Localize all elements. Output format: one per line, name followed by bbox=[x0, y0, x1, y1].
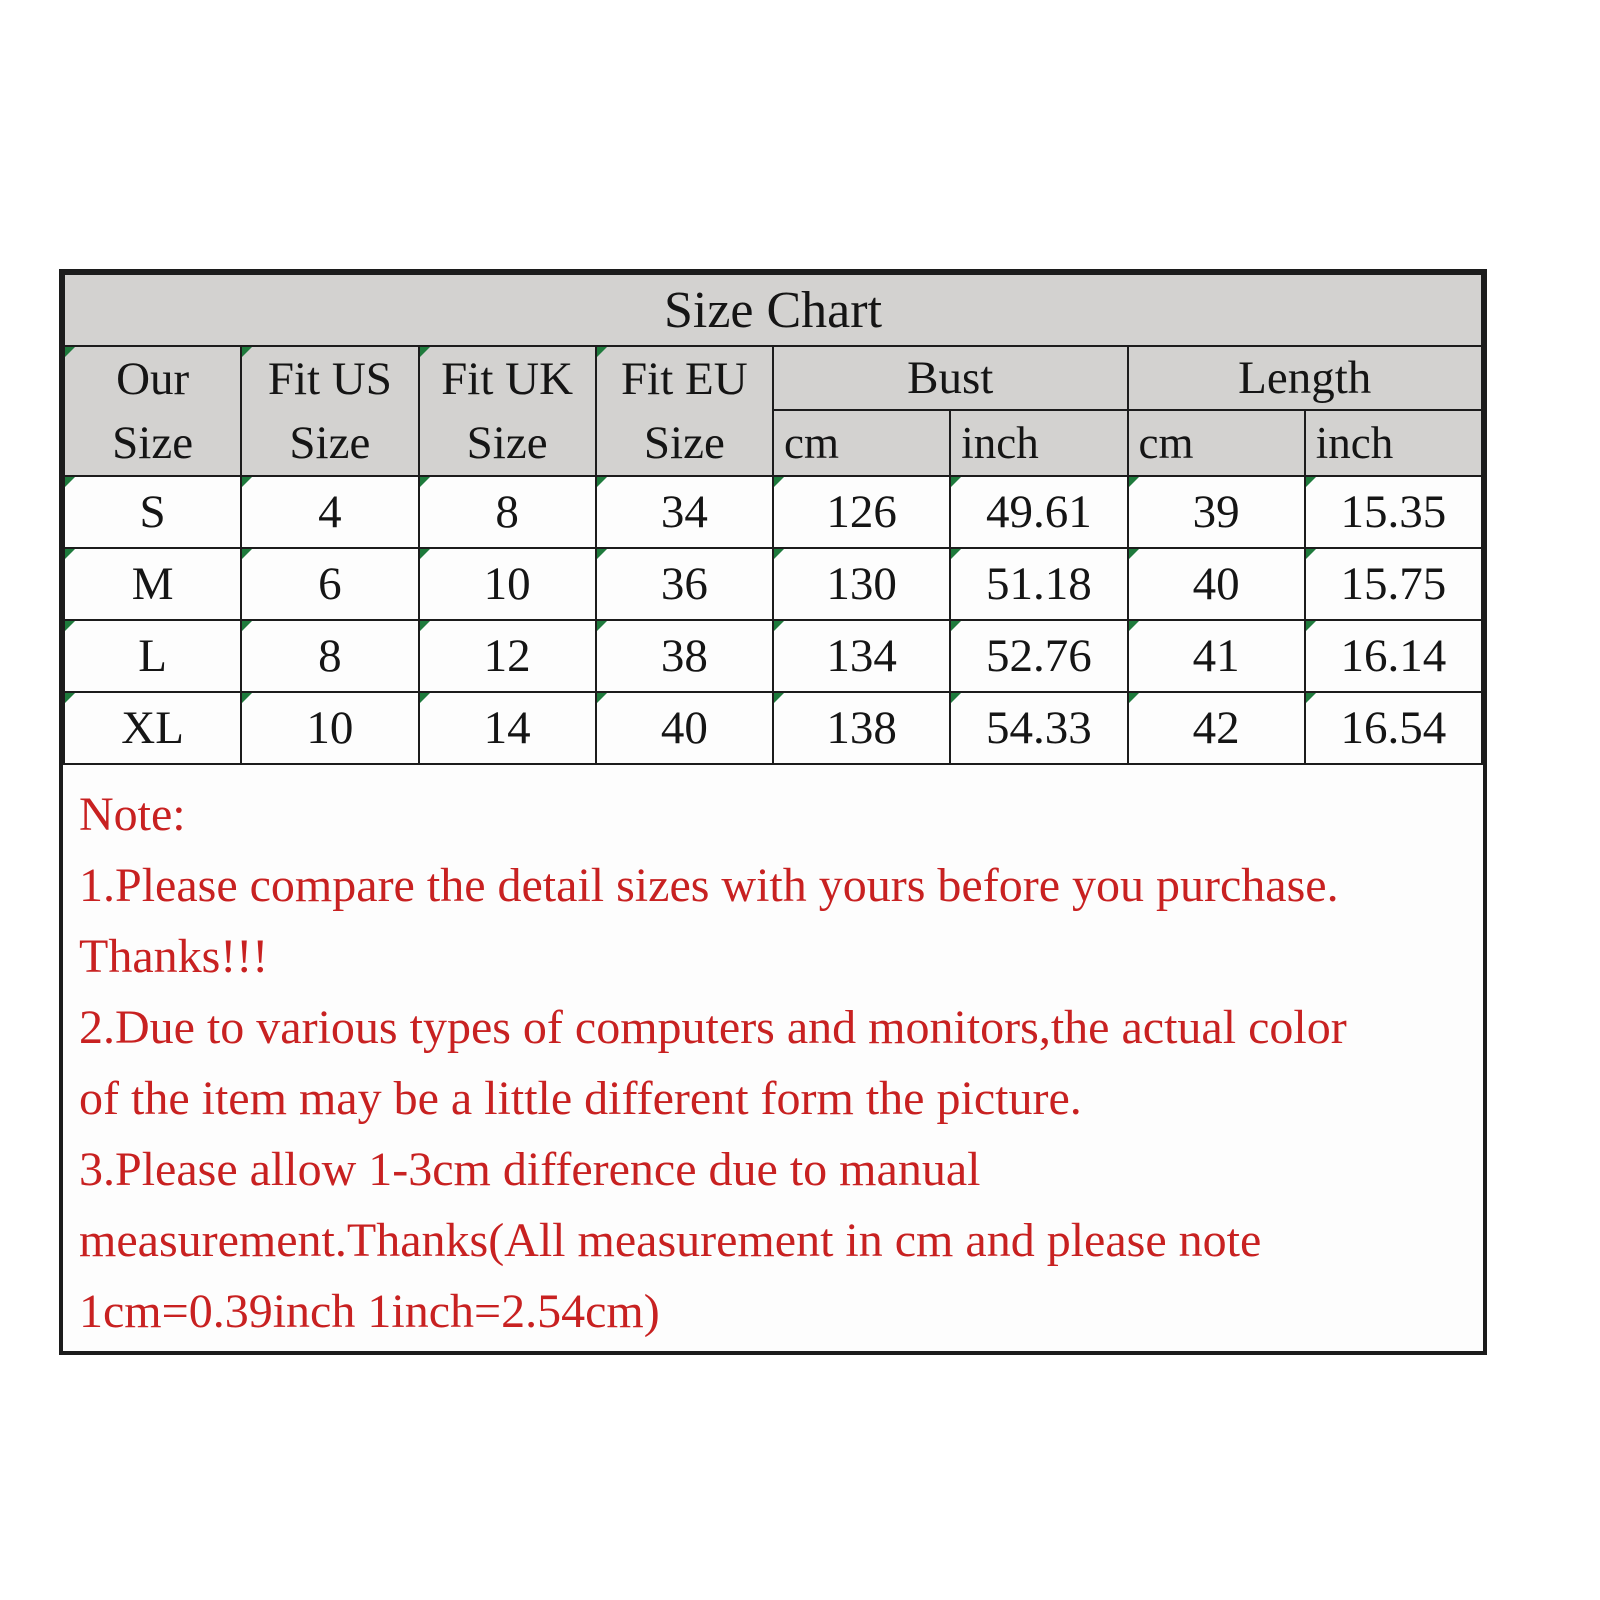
excel-corner-marker-icon bbox=[597, 347, 607, 357]
excel-corner-marker-icon bbox=[420, 477, 430, 487]
excel-corner-marker-icon bbox=[951, 549, 961, 559]
cell-bust-inch: 51.18 bbox=[950, 548, 1127, 620]
excel-corner-marker-icon bbox=[774, 477, 784, 487]
cell-bust-inch: 54.33 bbox=[950, 692, 1127, 764]
excel-corner-marker-icon bbox=[1306, 549, 1316, 559]
excel-corner-marker-icon bbox=[1306, 621, 1316, 631]
cell-size: XL bbox=[64, 692, 241, 764]
cell-eu-size: 38 bbox=[596, 620, 773, 692]
excel-corner-marker-icon bbox=[597, 621, 607, 631]
excel-corner-marker-icon bbox=[1129, 549, 1139, 559]
table-row-m bbox=[64, 548, 1482, 620]
cell-eu-size: 36 bbox=[596, 548, 773, 620]
excel-corner-marker-icon bbox=[1129, 477, 1139, 487]
cell-uk-size: 8 bbox=[419, 476, 596, 548]
excel-corner-marker-icon bbox=[242, 621, 252, 631]
note-line: of the item may be a little different form the picture. bbox=[79, 1072, 1082, 1125]
cell-bust-cm: 134 bbox=[773, 620, 950, 692]
note-line: 3.Please allow 1-3cm difference due to manual bbox=[79, 1143, 981, 1196]
cell-length-cm: 40 bbox=[1128, 548, 1305, 620]
table-row-xl bbox=[64, 692, 1482, 764]
excel-corner-marker-icon bbox=[774, 693, 784, 703]
cell-bust-cm: 126 bbox=[773, 476, 950, 548]
note-line: 2.Due to various types of computers and monitors,the actual color bbox=[79, 1001, 1347, 1054]
column-header-fit-uk-size: Fit UK Size bbox=[419, 346, 596, 476]
cell-size: M bbox=[64, 548, 241, 620]
excel-corner-marker-icon bbox=[951, 477, 961, 487]
excel-corner-marker-icon bbox=[1306, 693, 1316, 703]
note-heading: Note: bbox=[79, 788, 186, 841]
note-line: 1cm=0.39inch 1inch=2.54cm) bbox=[79, 1285, 660, 1338]
note-section bbox=[63, 765, 1483, 1351]
size-chart-panel bbox=[59, 269, 1487, 1355]
cell-eu-size: 34 bbox=[596, 476, 773, 548]
excel-corner-marker-icon bbox=[597, 477, 607, 487]
note-line: Thanks!!! bbox=[79, 930, 269, 983]
cell-bust-cm: 130 bbox=[773, 548, 950, 620]
column-header-our-size: Our Size bbox=[64, 346, 241, 476]
excel-corner-marker-icon bbox=[420, 621, 430, 631]
group-header-bust: Bust bbox=[773, 346, 1128, 410]
size-chart-table bbox=[63, 273, 1483, 765]
sub-header-bust-cm: cm bbox=[773, 410, 950, 476]
excel-corner-marker-icon bbox=[242, 693, 252, 703]
excel-corner-marker-icon bbox=[420, 693, 430, 703]
cell-length-inch: 15.75 bbox=[1305, 548, 1482, 620]
excel-corner-marker-icon bbox=[774, 621, 784, 631]
cell-uk-size: 12 bbox=[419, 620, 596, 692]
excel-corner-marker-icon bbox=[242, 549, 252, 559]
excel-corner-marker-icon bbox=[65, 621, 75, 631]
cell-uk-size: 14 bbox=[419, 692, 596, 764]
cell-length-cm: 39 bbox=[1128, 476, 1305, 548]
sub-header-length-cm: cm bbox=[1128, 410, 1305, 476]
excel-corner-marker-icon bbox=[420, 347, 430, 357]
cell-length-inch: 16.14 bbox=[1305, 620, 1482, 692]
title-row bbox=[64, 274, 1482, 346]
group-header-length: Length bbox=[1128, 346, 1483, 410]
excel-corner-marker-icon bbox=[242, 477, 252, 487]
excel-corner-marker-icon bbox=[1129, 693, 1139, 703]
column-header-fit-eu-size: Fit EU Size bbox=[596, 346, 773, 476]
excel-corner-marker-icon bbox=[597, 693, 607, 703]
cell-length-cm: 41 bbox=[1128, 620, 1305, 692]
cell-bust-inch: 52.76 bbox=[950, 620, 1127, 692]
sub-header-length-inch: inch bbox=[1305, 410, 1482, 476]
excel-corner-marker-icon bbox=[1129, 621, 1139, 631]
excel-corner-marker-icon bbox=[65, 477, 75, 487]
cell-eu-size: 40 bbox=[596, 692, 773, 764]
note-line: measurement.Thanks(All measurement in cm and please note bbox=[79, 1214, 1262, 1267]
cell-size: L bbox=[64, 620, 241, 692]
cell-length-inch: 15.35 bbox=[1305, 476, 1482, 548]
cell-length-cm: 42 bbox=[1128, 692, 1305, 764]
cell-length-inch: 16.54 bbox=[1305, 692, 1482, 764]
excel-corner-marker-icon bbox=[65, 693, 75, 703]
excel-corner-marker-icon bbox=[65, 549, 75, 559]
header-row bbox=[64, 346, 1482, 410]
column-header-fit-us-size: Fit US Size bbox=[241, 346, 418, 476]
cell-us-size: 4 bbox=[241, 476, 418, 548]
excel-corner-marker-icon bbox=[774, 549, 784, 559]
cell-bust-inch: 49.61 bbox=[950, 476, 1127, 548]
note-line: 1.Please compare the detail sizes with yours before you purchase. bbox=[79, 859, 1339, 912]
table-title: Size Chart bbox=[64, 274, 1482, 346]
cell-us-size: 8 bbox=[241, 620, 418, 692]
cell-size: S bbox=[64, 476, 241, 548]
table-row-s bbox=[64, 476, 1482, 548]
cell-us-size: 10 bbox=[241, 692, 418, 764]
excel-corner-marker-icon bbox=[242, 347, 252, 357]
excel-corner-marker-icon bbox=[420, 549, 430, 559]
excel-corner-marker-icon bbox=[65, 347, 75, 357]
cell-bust-cm: 138 bbox=[773, 692, 950, 764]
cell-us-size: 6 bbox=[241, 548, 418, 620]
excel-corner-marker-icon bbox=[1306, 477, 1316, 487]
excel-corner-marker-icon bbox=[951, 693, 961, 703]
excel-corner-marker-icon bbox=[951, 621, 961, 631]
cell-uk-size: 10 bbox=[419, 548, 596, 620]
excel-corner-marker-icon bbox=[597, 549, 607, 559]
sub-header-bust-inch: inch bbox=[950, 410, 1127, 476]
table-row-l bbox=[64, 620, 1482, 692]
